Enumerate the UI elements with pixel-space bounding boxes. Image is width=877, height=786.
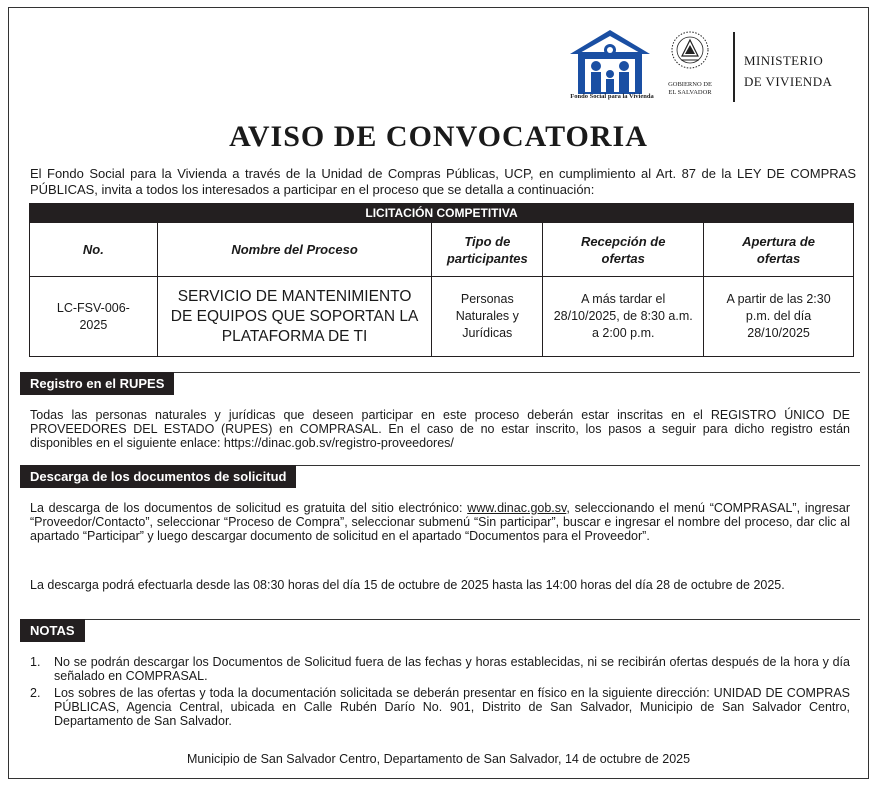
descarga-period-paragraph: La descarga podrá efectuarla desde las 08:30 horas del día 15 de octubre de 2025 hasta las 14:00 horas del día 28 de octubre de 2025.: [30, 578, 785, 592]
cell-tipo: Personas Naturales y Jurídicas: [432, 277, 543, 357]
process-table: [29, 203, 854, 357]
col-header-tipo: Tipo de participantes: [432, 223, 543, 277]
cell-apertura: A partir de las 2:30 p.m. del día 28/10/2025: [704, 277, 854, 357]
table-banner: LICITACIÓN COMPETITIVA: [29, 203, 854, 222]
col-header-no: No.: [30, 223, 158, 277]
page-title: AVISO DE CONVOCATORIA: [229, 120, 648, 153]
section-label-notas: NOTAS: [20, 619, 85, 642]
col-header-apertura: Apertura de ofertas: [704, 223, 854, 277]
fsv-caption: Fondo Social para la Vivienda: [570, 93, 654, 100]
table-row: [30, 277, 854, 357]
section-rule: [20, 619, 860, 620]
ministry-name: MINISTERIO DE VIVIENDA: [744, 53, 833, 89]
intro-paragraph: El Fondo Social para la Vivienda a través de la Unidad de Compras Públicas, UCP, en cumplimiento al Art. 87 de la LEY DE COMPRAS PÚBLICAS, invita a todos los interesados a participar en el proceso que se detalla a continuación:: [30, 166, 856, 197]
section-label-rupes: Registro en el RUPES: [20, 372, 174, 395]
notes-list: [30, 655, 850, 731]
dinac-link[interactable]: www.dinac.gob.sv: [467, 501, 567, 515]
section-label-descarga: Descarga de los documentos de solicitud: [20, 465, 296, 488]
cell-recepcion: A más tardar el 28/10/2025, de 8:30 a.m. a 2:00 p.m.: [543, 277, 704, 357]
gob-caption: GOBIERNO DE EL SALVADOR: [668, 81, 712, 96]
header-logos: [568, 24, 853, 106]
table-header-row: [30, 223, 854, 277]
cell-no: LC-FSV-006-2025: [30, 277, 158, 357]
el-salvador-coat-of-arms-icon: [670, 30, 710, 70]
cell-nombre: SERVICIO DE MANTENIMIENTO DE EQUIPOS QUE SOPORTAN LA PLATAFORMA DE TI: [157, 277, 432, 357]
fsv-house-logo: [568, 28, 652, 96]
col-header-recepcion: Recepción de ofertas: [543, 223, 704, 277]
descarga-paragraph: La descarga de los documentos de solicitud es gratuita del sitio electrónico: www.dinac.gob.sv, seleccionando el menú “COMPRASAL”, ingresar “Proveedor/Contacto”, seleccionar “Proceso de Compra”, seleccionar submenú “Sin participar”, buscar e ingresar el nombre del proceso, dar clic al apartado “Participar” y luego descargar documento de solicitud en el apartado “Documentos para el Proveedor”.: [30, 501, 850, 543]
col-header-nombre: Nombre del Proceso: [157, 223, 432, 277]
logo-divider: [733, 32, 735, 102]
footer-place-date: Municipio de San Salvador Centro, Departamento de San Salvador, 14 de octubre de 2025: [186, 752, 691, 766]
list-item: 1. No se podrán descargar los Documentos de Solicitud fuera de las fechas y horas establecidas, ni se recibirán ofertas después de la hora y día señalado en COMPRASAL.: [30, 655, 850, 683]
rupes-paragraph: Todas las personas naturales y jurídicas que deseen participar en este proceso deberán estar inscritas en el REGISTRO ÚNICO DE PROVEEDORES DEL ESTADO (RUPES) en COMPRASAL. En el caso de no estar inscrito, los pasos a seguir para dicho registro están disponibles en el siguiente enlace: https://dinac.gob.sv/registro-proveedores/: [30, 408, 850, 450]
list-item: 2. Los sobres de las ofertas y toda la documentación solicitada se deberán presentar en físico en la siguiente dirección: UNIDAD DE COMPRAS PÚBLICAS, Agencia Central, ubicada en Calle Rubén Darío No. 901, Distrito de San Salvador, Municipio de San Salvador Centro, Departamento de San Salvador.: [30, 686, 850, 728]
